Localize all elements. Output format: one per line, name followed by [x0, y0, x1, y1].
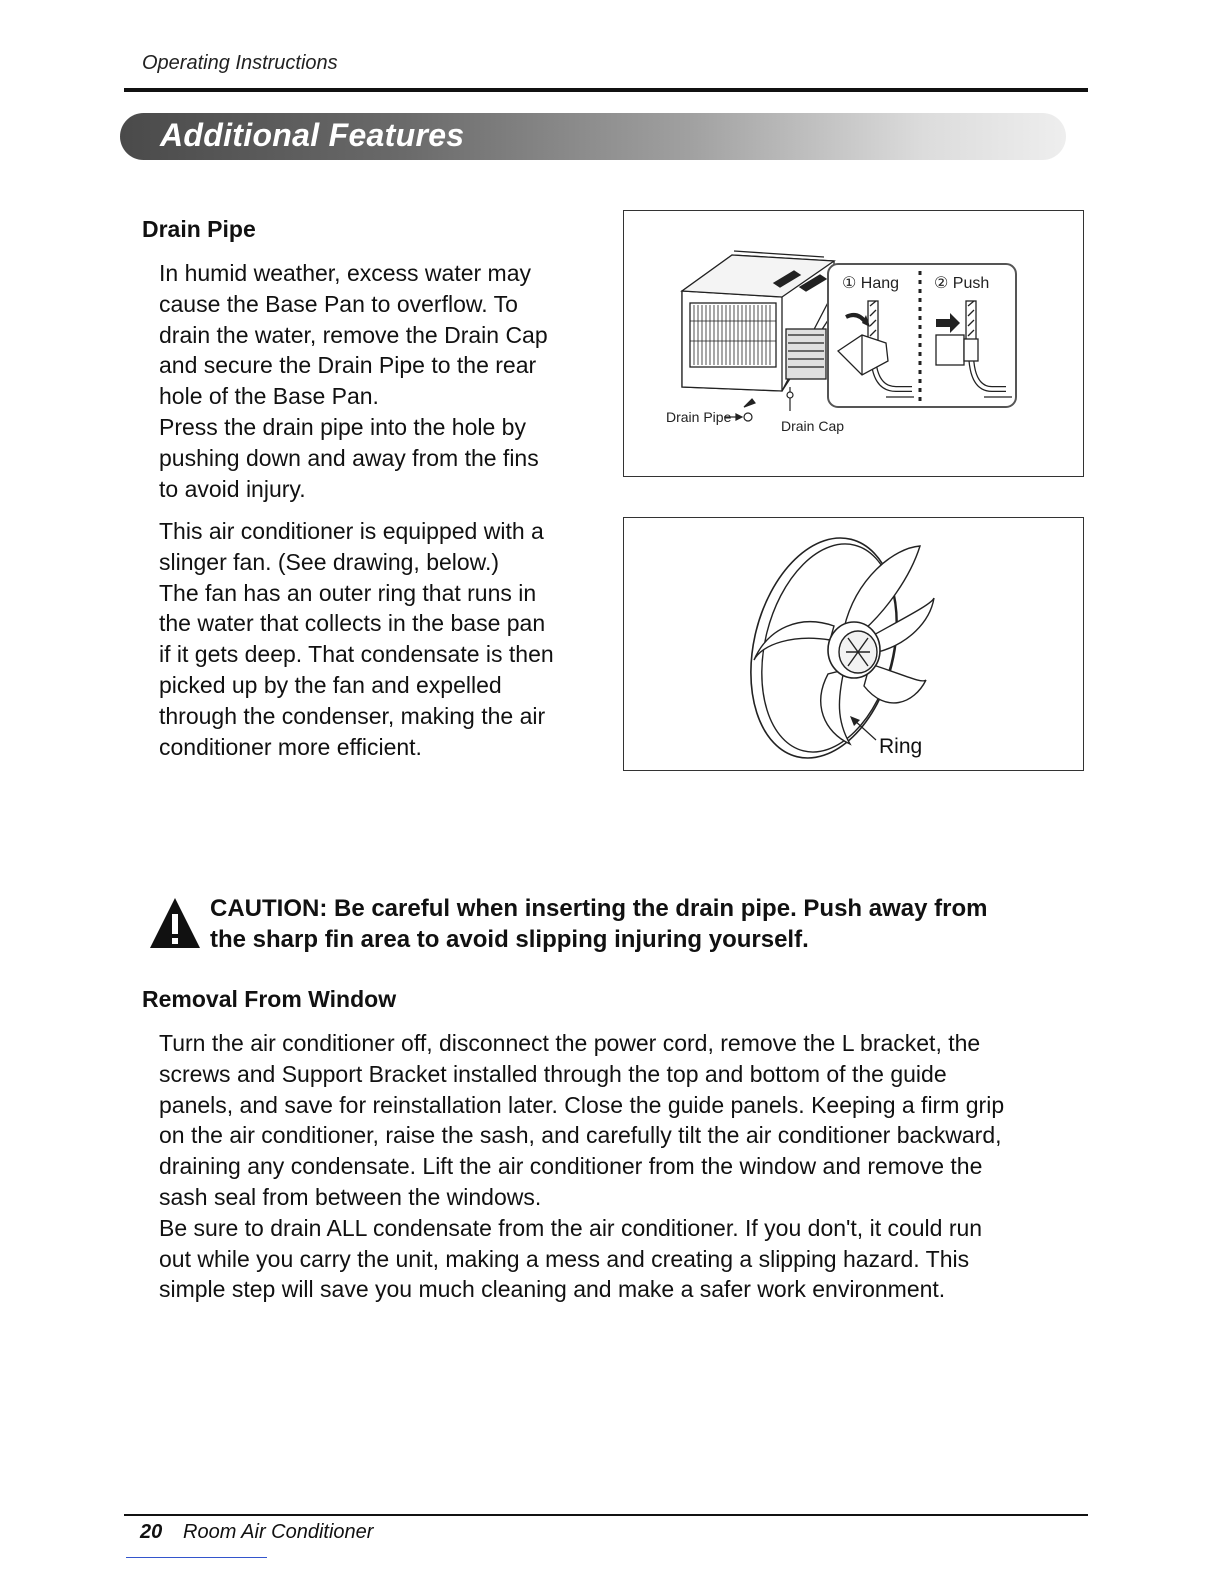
warning-icon: [148, 896, 202, 950]
slinger-fan-figure: [623, 517, 1084, 771]
text-line: pushing down and away from the fins: [159, 444, 539, 471]
hang-push-inset: [828, 264, 1016, 407]
text-line: This air conditioner is equipped with a: [159, 518, 544, 544]
text-line: drain the water, remove the Drain Cap: [159, 321, 548, 348]
drain-pipe-illustration: [624, 211, 1083, 476]
air-conditioner-drawing: [682, 251, 834, 391]
text-line: out while you carry the unit, making a mess and creating a slipping hazard. This: [159, 1245, 970, 1272]
drain-pipe-paragraph-1: [159, 258, 619, 504]
text-line: The fan has an outer ring that runs in: [159, 579, 537, 606]
text-line: conditioner more efficient.: [159, 733, 422, 760]
text-line: cause the Base Pan to overflow. To: [159, 290, 518, 317]
text-line: slinger fan. (See drawing, below.): [159, 548, 500, 575]
text-line: to avoid injury.: [159, 475, 306, 502]
text-line: panels, and save for reinstallation later. Close the guide panels. Keeping a firm grip: [159, 1091, 1005, 1118]
text-line: and secure the Drain Pipe to the rear: [159, 352, 537, 379]
drain-cap-label: Drain Cap: [781, 418, 845, 434]
footer-underline: [126, 1557, 267, 1558]
caution-line: CAUTION: Be careful when inserting the drain pipe. Push away from: [210, 895, 988, 922]
header-rule: [124, 88, 1088, 92]
hang-step-label: ① Hang: [842, 275, 900, 292]
text-line: the water that collects in the base pan: [159, 610, 546, 637]
text-line: screws and Support Bracket installed through the top and bottom of the guide: [159, 1060, 947, 1087]
text-line: Be sure to drain ALL condensate from the air conditioner. If you don't, it could run: [159, 1214, 983, 1241]
text-line: on the air conditioner, raise the sash, and carefully tilt the air conditioner backward,: [159, 1122, 1002, 1149]
drain-pipe-part: [724, 387, 793, 421]
text-line: In humid weather, excess water may: [159, 260, 531, 286]
fan-drawing: [729, 522, 934, 770]
caution-line: the sharp fin area to avoid slipping injuring yourself.: [210, 926, 809, 953]
text-line: hole of the Base Pan.: [159, 383, 379, 410]
text-line: Press the drain pipe into the hole by: [159, 413, 526, 440]
caution-notice: [210, 893, 1090, 955]
text-line: if it gets deep. That condensate is then: [159, 641, 554, 668]
text-line: draining any condensate. Lift the air conditioner from the window and remove the: [159, 1153, 983, 1180]
running-header: Operating Instructions: [142, 52, 338, 74]
footer-title: Room Air Conditioner: [183, 1521, 374, 1543]
footer-rule: [124, 1514, 1088, 1516]
drain-pipe-figure: [623, 210, 1084, 477]
text-line: picked up by the fan and expelled: [159, 671, 502, 698]
removal-paragraph: [159, 1028, 1089, 1305]
push-step-label: ② Push: [934, 275, 990, 292]
slinger-fan-illustration: [624, 518, 1083, 770]
text-line: Turn the air conditioner off, disconnect the power cord, remove the L bracket, the: [159, 1030, 981, 1056]
text-line: simple step will save you much cleaning and make a safer work environment.: [159, 1276, 946, 1303]
text-line: through the condenser, making the air: [159, 702, 546, 729]
section-title: Additional Features: [160, 117, 465, 153]
page-number: 20: [140, 1521, 163, 1543]
ring-label: Ring: [879, 735, 923, 758]
removal-heading: Removal From Window: [142, 986, 397, 1012]
text-line: sash seal from between the windows.: [159, 1183, 542, 1210]
drain-pipe-label: Drain Pipe: [666, 409, 732, 425]
drain-pipe-paragraph-2: [159, 516, 619, 762]
drain-pipe-heading: Drain Pipe: [142, 216, 256, 242]
